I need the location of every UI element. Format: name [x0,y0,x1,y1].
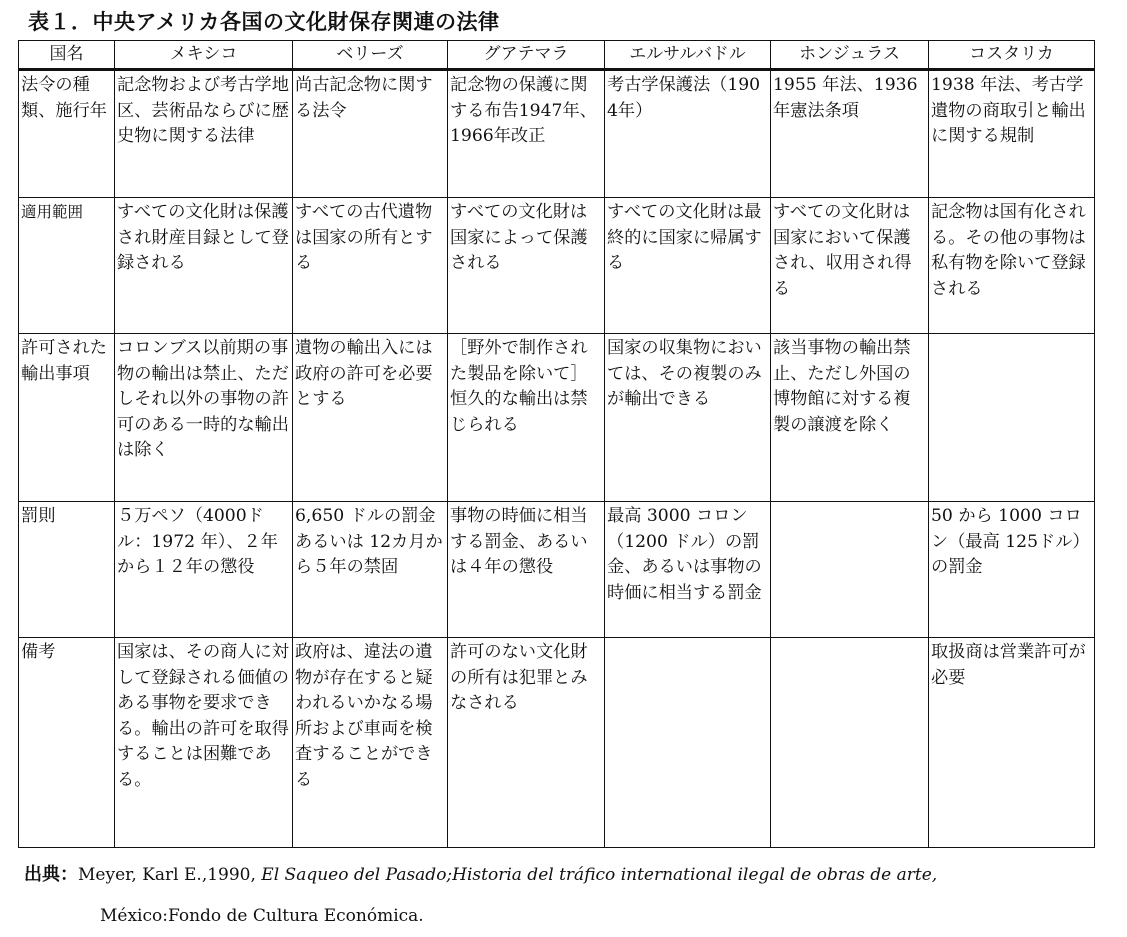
source-authors: Meyer, Karl E.,1990, [78,865,262,885]
table-cell: ［野外で制作された製品を除いて］恒久的な輸出は禁じられる [448,334,605,502]
table-cell: コロンブス以前期の事物の輸出は禁止、ただしそれ以外の事物の許可のある一時的な輸出は除く [115,334,293,502]
table-cell: 事物の時価に相当する罰金、あるいは４年の懲役 [448,502,605,638]
header-row [19,41,1095,70]
table-cell [771,638,929,848]
table-cell: 1938 年法、考古学遺物の商取引と輸出に関する規制 [929,70,1095,198]
column-header-costa-rica: コスタリカ [929,41,1095,70]
table-cell: すべての文化財は最終的に国家に帰属する [605,198,771,334]
table-cell: 国家の収集物においては、その複製のみが輸出できる [605,334,771,502]
column-header-belize: ベリーズ [293,41,448,70]
table-cell: 50 から 1000 コロン（最高 125ドル）の罰金 [929,502,1095,638]
table-title: 表１．中央アメリカ各国の文化財保存関連の法律 [28,10,500,34]
table-row [19,198,1095,334]
table-cell: すべての文化財は国家において保護され、収用され得る [771,198,929,334]
table-cell: すべての文化財は保護され財産目録として登録される [115,198,293,334]
source-publisher: México:Fondo de Cultura Económica. [100,906,424,926]
table-row [19,502,1095,638]
table-cell [771,502,929,638]
table-cell: すべての文化財は国家によって保護される [448,198,605,334]
table-cell: すべての古代遺物は国家の所有とする [293,198,448,334]
column-header-guatemala: グアテマラ [448,41,605,70]
column-header-honduras: ホンジュラス [771,41,929,70]
laws-table [18,40,1095,848]
table-row [19,70,1095,198]
table-cell: 尚古記念物に関する法令 [293,70,448,198]
table-cell: 遺物の輸出入には政府の許可を必要とする [293,334,448,502]
column-header-country: 国名 [19,41,115,70]
table-cell [605,638,771,848]
table-cell: 許可のない文化財の所有は犯罪とみなされる [448,638,605,848]
table-cell: 記念物の保護に関する布告1947年、1966年改正 [448,70,605,198]
table-cell [929,334,1095,502]
table-cell: 記念物および考古学地区、芸術品ならびに歴史物に関する法律 [115,70,293,198]
table-cell: 記念物は国有化される。その他の事物は私有物を除いて登録される [929,198,1095,334]
row-label: 適用範囲 [19,198,115,334]
source-label: 出典： [24,864,78,885]
table-cell: 政府は、違法の遺物が存在すると疑われるいかなる場所および車両を検査することができる [293,638,448,848]
table-cell: 1955 年法、1936 年憲法条項 [771,70,929,198]
table-cell: ５万ペソ（4000ドル：1972 年）、２年から１２年の懲役 [115,502,293,638]
table-cell: 該当事物の輸出禁止、ただし外国の博物館に対する複製の譲渡を除く [771,334,929,502]
row-label: 備考 [19,638,115,848]
column-header-mexico: メキシコ [115,41,293,70]
table-cell: 考古学保護法（1904年） [605,70,771,198]
column-header-el-salvador: エルサルバドル [605,41,771,70]
table-row [19,334,1095,502]
row-label: 法令の種類、施行年 [19,70,115,198]
source-citation [24,864,1124,886]
source-book-title: El Saqueo del Pasado;Historia del tráfico international ilegal de obras de arte, [261,865,938,885]
row-label: 罰則 [19,502,115,638]
table-cell: 最高 3000 コロン（1200 ドル）の罰金、あるいは事物の時価に相当する罰金 [605,502,771,638]
row-label: 許可された輸出事項 [19,334,115,502]
table-cell: 6,650 ドルの罰金あるいは 12カ月から５年の禁固 [293,502,448,638]
table-cell: 国家は、その商人に対して登録される価値のある事物を要求できる。輸出の許可を取得することは困難である。 [115,638,293,848]
table-cell: 取扱商は営業許可が必要 [929,638,1095,848]
table-row [19,638,1095,848]
